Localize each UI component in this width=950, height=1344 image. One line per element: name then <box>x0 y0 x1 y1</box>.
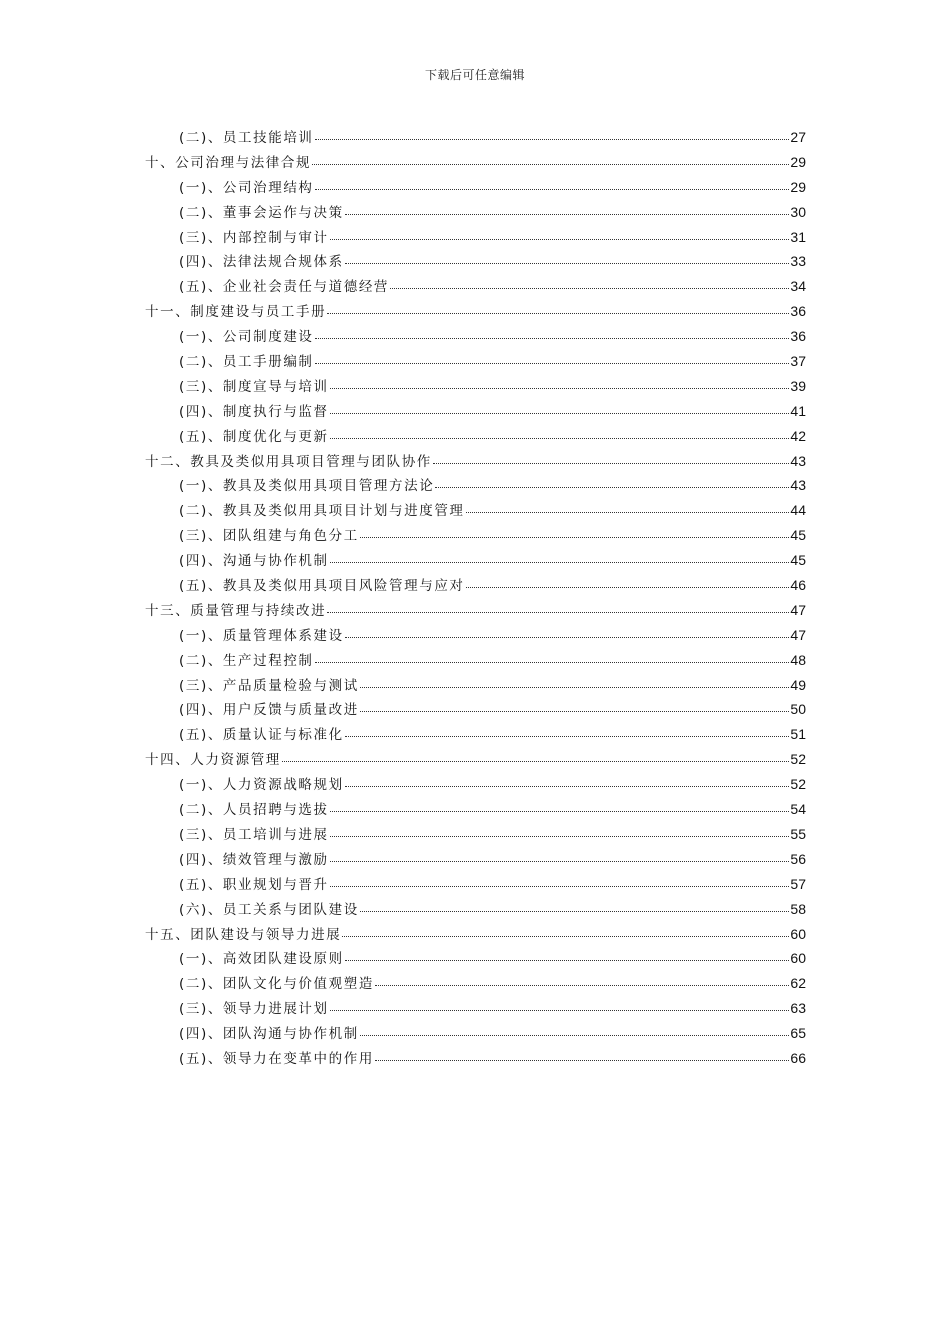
toc-dot-leader <box>345 213 790 215</box>
toc-entry-page-number: 45 <box>790 527 806 544</box>
toc-entry-label: (五)、教具及类似用具项目风险管理与应对 <box>179 578 465 595</box>
toc-entry-label: (三)、团队组建与角色分工 <box>179 528 359 545</box>
toc-section-entry[interactable] <box>145 523 806 548</box>
toc-entry-page-number: 30 <box>790 203 806 220</box>
toc-section-entry[interactable] <box>145 772 806 797</box>
toc-entry-page-number: 52 <box>790 776 806 793</box>
toc-chapter-entry[interactable] <box>145 449 806 474</box>
toc-entry-label: (一)、教具及类似用具项目管理方法论 <box>179 478 435 495</box>
toc-entry-page-number: 46 <box>790 577 806 594</box>
toc-dot-leader <box>466 511 790 513</box>
toc-dot-leader <box>327 312 789 314</box>
toc-dot-leader <box>330 835 790 837</box>
toc-section-entry[interactable] <box>145 847 806 872</box>
toc-dot-leader <box>282 760 790 762</box>
toc-section-entry[interactable] <box>145 225 806 250</box>
toc-entry-label: (一)、质量管理体系建设 <box>179 627 344 644</box>
toc-entry-page-number: 51 <box>790 726 806 743</box>
toc-section-entry[interactable] <box>145 374 806 399</box>
page-header: 下载后可任意编辑 <box>424 68 525 82</box>
toc-entry-label: (二)、员工技能培训 <box>179 130 314 146</box>
toc-dot-leader <box>375 1059 789 1061</box>
toc-entry-label: (一)、公司治理结构 <box>179 179 314 196</box>
toc-entry-page-number: 47 <box>790 601 806 618</box>
toc-entry-label: (二)、人员招聘与选拔 <box>179 802 329 819</box>
toc-section-entry[interactable] <box>145 573 806 598</box>
toc-section-entry[interactable] <box>145 548 806 573</box>
toc-section-entry[interactable] <box>145 125 806 150</box>
toc-dot-leader <box>360 686 790 688</box>
toc-dot-leader <box>345 959 790 961</box>
toc-dot-leader <box>330 860 790 862</box>
toc-dot-leader <box>345 262 790 264</box>
toc-entry-label: (四)、用户反馈与质量改进 <box>179 702 359 719</box>
toc-chapter-entry[interactable] <box>145 299 806 324</box>
toc-entry-page-number: 52 <box>790 751 806 768</box>
toc-entry-label: (三)、产品质量检验与测试 <box>179 677 359 694</box>
toc-entry-page-number: 62 <box>790 975 806 992</box>
toc-dot-leader <box>315 188 790 190</box>
toc-entry-page-number: 33 <box>790 253 806 270</box>
toc-dot-leader <box>360 536 790 538</box>
toc-dot-leader <box>327 611 789 613</box>
toc-entry-page-number: 48 <box>790 651 806 668</box>
toc-dot-leader <box>345 785 790 787</box>
toc-dot-leader <box>360 910 790 912</box>
toc-entry-page-number: 37 <box>790 353 806 370</box>
toc-dot-leader <box>330 1009 790 1011</box>
toc-dot-leader <box>330 238 790 240</box>
toc-entry-page-number: 29 <box>790 153 806 170</box>
toc-entry-label: 十三、质量管理与持续改进 <box>145 602 327 619</box>
toc-section-entry[interactable] <box>145 200 806 225</box>
toc-entry-label: (一)、公司制度建设 <box>179 329 314 346</box>
toc-section-entry[interactable] <box>145 1046 806 1071</box>
toc-section-entry[interactable] <box>145 872 806 897</box>
toc-entry-page-number: 54 <box>790 801 806 818</box>
toc-entry-label: (三)、员工培训与进展 <box>179 826 329 843</box>
toc-entry-label: (四)、法律法规合规体系 <box>179 254 344 271</box>
toc-entry-page-number: 31 <box>790 228 806 245</box>
toc-dot-leader <box>330 810 790 812</box>
toc-dot-leader <box>435 486 789 488</box>
toc-entry-label: 十二、教具及类似用具项目管理与团队协作 <box>145 453 432 470</box>
toc-section-entry[interactable] <box>145 946 806 971</box>
toc-entry-label: (二)、董事会运作与决策 <box>179 204 344 221</box>
toc-chapter-entry[interactable] <box>145 922 806 947</box>
toc-dot-leader <box>342 935 789 937</box>
toc-entry-label: (三)、内部控制与审计 <box>179 229 329 246</box>
toc-dot-leader <box>330 437 790 439</box>
toc-entry-label: (二)、教具及类似用具项目计划与进度管理 <box>179 503 465 520</box>
toc-section-entry[interactable] <box>145 648 806 673</box>
toc-section-entry[interactable] <box>145 722 806 747</box>
toc-entry-page-number: 39 <box>790 377 806 394</box>
toc-entry-page-number: 55 <box>790 825 806 842</box>
toc-dot-leader <box>330 387 790 389</box>
toc-entry-label: (一)、人力资源战略规划 <box>179 777 344 794</box>
toc-entry-page-number: 58 <box>790 900 806 917</box>
toc-entry-label: (三)、制度宣导与培训 <box>179 378 329 395</box>
toc-section-entry[interactable] <box>145 797 806 822</box>
toc-dot-leader <box>312 163 789 165</box>
toc-entry-label: (一)、高效团队建设原则 <box>179 951 344 968</box>
toc-chapter-entry[interactable] <box>145 150 806 175</box>
toc-section-entry[interactable] <box>145 1021 806 1046</box>
toc-entry-label: (三)、领导力进展计划 <box>179 1001 329 1018</box>
toc-entry-label: 十五、团队建设与领导力进展 <box>145 926 342 943</box>
toc-dot-leader <box>330 412 790 414</box>
toc-dot-leader <box>315 337 790 339</box>
toc-entry-label: (四)、制度执行与监督 <box>179 403 329 420</box>
toc-entry-page-number: 44 <box>790 502 806 519</box>
toc-entry-page-number: 29 <box>790 178 806 195</box>
toc-chapter-entry[interactable] <box>145 747 806 772</box>
toc-entry-page-number: 36 <box>790 303 806 320</box>
toc-dot-leader <box>466 586 790 588</box>
toc-section-entry[interactable] <box>145 324 806 349</box>
toc-entry-page-number: 65 <box>790 1025 806 1042</box>
toc-dot-leader <box>360 1034 790 1036</box>
table-of-contents <box>145 125 806 1071</box>
toc-entry-page-number: 60 <box>790 925 806 942</box>
toc-section-entry[interactable] <box>145 175 806 200</box>
toc-entry-page-number: 60 <box>790 950 806 967</box>
toc-entry-label: (二)、生产过程控制 <box>179 652 314 669</box>
toc-entry-label: (五)、企业社会责任与道德经营 <box>179 279 390 296</box>
toc-entry-page-number: 27 <box>790 129 806 145</box>
toc-entry-page-number: 66 <box>790 1049 806 1066</box>
toc-dot-leader <box>390 287 789 289</box>
toc-dot-leader <box>315 661 790 663</box>
toc-dot-leader <box>315 138 790 140</box>
toc-section-entry[interactable] <box>145 971 806 996</box>
toc-dot-leader <box>345 735 790 737</box>
toc-dot-leader <box>375 984 789 986</box>
toc-section-entry[interactable] <box>145 822 806 847</box>
toc-entry-label: (二)、员工手册编制 <box>179 354 314 371</box>
toc-entry-label: (五)、领导力在变革中的作用 <box>179 1050 374 1067</box>
toc-section-entry[interactable] <box>145 623 806 648</box>
toc-entry-page-number: 45 <box>790 552 806 569</box>
toc-entry-page-number: 42 <box>790 427 806 444</box>
toc-dot-leader <box>345 636 790 638</box>
toc-entry-page-number: 47 <box>790 626 806 643</box>
toc-entry-label: (二)、团队文化与价值观塑造 <box>179 976 374 993</box>
toc-section-entry[interactable] <box>145 498 806 523</box>
toc-section-entry[interactable] <box>145 673 806 698</box>
toc-section-entry[interactable] <box>145 473 806 498</box>
toc-entry-page-number: 63 <box>790 1000 806 1017</box>
toc-entry-page-number: 36 <box>790 328 806 345</box>
toc-entry-label: 十四、人力资源管理 <box>145 752 281 769</box>
toc-chapter-entry[interactable] <box>145 598 806 623</box>
toc-section-entry[interactable] <box>145 697 806 722</box>
toc-entry-page-number: 50 <box>790 701 806 718</box>
toc-section-entry[interactable] <box>145 399 806 424</box>
toc-entry-label: 十一、制度建设与员工手册 <box>145 304 327 321</box>
toc-entry-label: (五)、质量认证与标准化 <box>179 727 344 744</box>
toc-section-entry[interactable] <box>145 349 806 374</box>
toc-entry-label: 十、公司治理与法律合规 <box>145 154 312 171</box>
toc-dot-leader <box>330 885 790 887</box>
toc-section-entry[interactable] <box>145 274 806 299</box>
toc-section-entry[interactable] <box>145 249 806 274</box>
toc-entry-label: (四)、绩效管理与激励 <box>179 851 329 868</box>
toc-entry-page-number: 56 <box>790 850 806 867</box>
toc-entry-label: (六)、员工关系与团队建设 <box>179 901 359 918</box>
toc-entry-label: (五)、制度优化与更新 <box>179 428 329 445</box>
toc-entry-page-number: 41 <box>790 402 806 419</box>
toc-entry-label: (五)、职业规划与晋升 <box>179 876 329 893</box>
toc-entry-label: (四)、团队沟通与协作机制 <box>179 1026 359 1043</box>
toc-entry-page-number: 43 <box>790 452 806 469</box>
toc-section-entry[interactable] <box>145 996 806 1021</box>
toc-dot-leader <box>330 561 790 563</box>
toc-dot-leader <box>433 462 790 464</box>
toc-entry-page-number: 34 <box>790 278 806 295</box>
toc-section-entry[interactable] <box>145 424 806 449</box>
toc-dot-leader <box>315 362 790 364</box>
toc-entry-page-number: 49 <box>790 676 806 693</box>
toc-entry-page-number: 43 <box>790 477 806 494</box>
toc-section-entry[interactable] <box>145 897 806 922</box>
toc-entry-page-number: 57 <box>790 875 806 892</box>
toc-entry-label: (四)、沟通与协作机制 <box>179 553 329 570</box>
toc-dot-leader <box>360 710 790 712</box>
